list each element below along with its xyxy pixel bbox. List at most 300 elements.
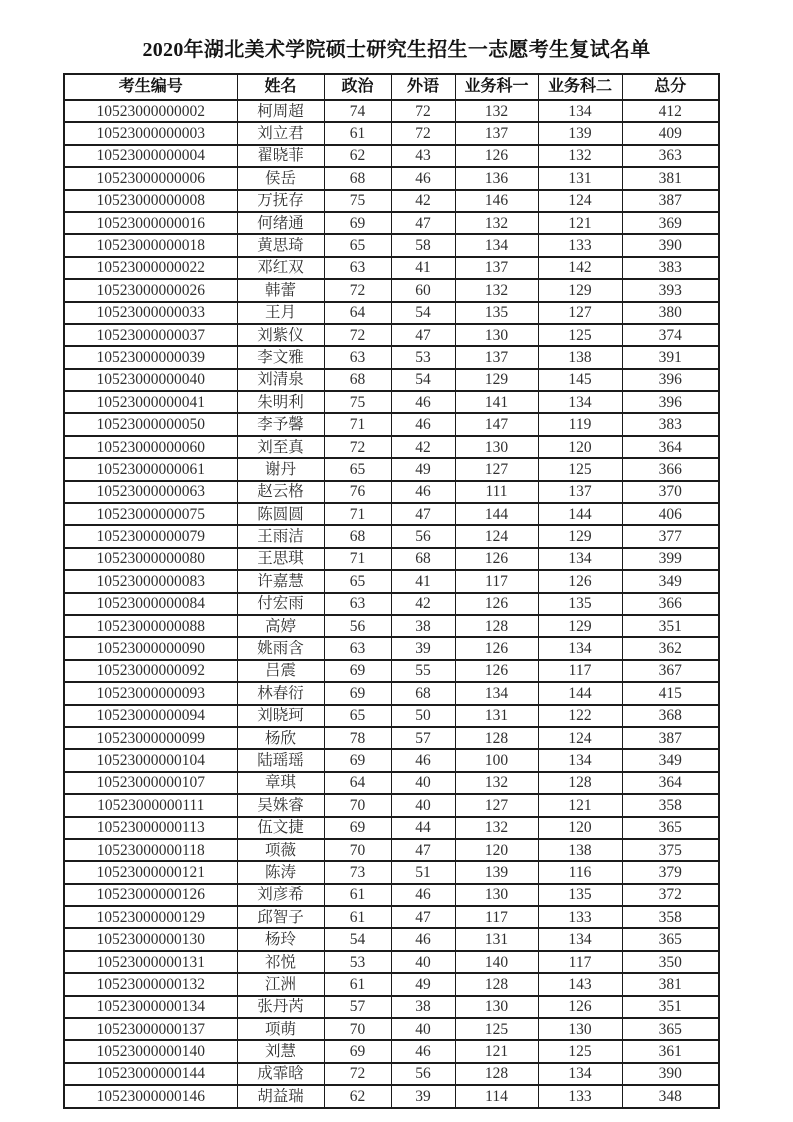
table-row <box>64 996 719 1018</box>
subject-one-cell: 136 <box>455 167 538 189</box>
subject-one-cell: 137 <box>455 122 538 144</box>
subject-one-cell: 137 <box>455 346 538 368</box>
total-score-cell: 415 <box>622 682 719 704</box>
table-row <box>64 369 719 391</box>
candidate-id-cell: 10523000000132 <box>64 973 237 995</box>
total-score-cell: 383 <box>622 413 719 435</box>
name-cell: 韩蕾 <box>237 279 324 301</box>
foreign-language-cell: 46 <box>391 884 455 906</box>
foreign-language-cell: 46 <box>391 391 455 413</box>
subject-two-cell: 144 <box>538 503 622 525</box>
total-score-cell: 364 <box>622 772 719 794</box>
foreign-language-cell: 57 <box>391 727 455 749</box>
politics-cell: 54 <box>324 928 391 950</box>
subject-two-cell: 133 <box>538 234 622 256</box>
foreign-language-cell: 47 <box>391 906 455 928</box>
table-row <box>64 839 719 861</box>
subject-two-cell: 139 <box>538 122 622 144</box>
foreign-language-cell: 56 <box>391 525 455 547</box>
candidate-id-cell: 10523000000040 <box>64 369 237 391</box>
total-score-cell: 358 <box>622 906 719 928</box>
table-row <box>64 100 719 122</box>
table-row <box>64 727 719 749</box>
candidate-id-cell: 10523000000080 <box>64 548 237 570</box>
name-cell: 杨欣 <box>237 727 324 749</box>
table-row <box>64 122 719 144</box>
total-score-cell: 366 <box>622 593 719 615</box>
subject-one-cell: 117 <box>455 906 538 928</box>
candidate-id-cell: 10523000000018 <box>64 234 237 256</box>
total-score-cell: 350 <box>622 951 719 973</box>
foreign-language-cell: 46 <box>391 481 455 503</box>
subject-two-cell: 128 <box>538 772 622 794</box>
subject-two-cell: 135 <box>538 884 622 906</box>
subject-two-cell: 133 <box>538 1085 622 1107</box>
total-score-cell: 349 <box>622 749 719 771</box>
name-cell: 江洲 <box>237 973 324 995</box>
subject-two-cell: 138 <box>538 346 622 368</box>
subject-one-cell: 141 <box>455 391 538 413</box>
header-row <box>64 74 719 100</box>
candidate-id-cell: 10523000000060 <box>64 436 237 458</box>
table-row <box>64 391 719 413</box>
politics-cell: 72 <box>324 1063 391 1085</box>
table-row <box>64 660 719 682</box>
candidate-id-cell: 10523000000061 <box>64 458 237 480</box>
table-row <box>64 167 719 189</box>
politics-cell: 61 <box>324 973 391 995</box>
table-header <box>64 74 719 100</box>
name-cell: 胡益瑞 <box>237 1085 324 1107</box>
total-score-cell: 367 <box>622 660 719 682</box>
subject-one-cell: 117 <box>455 570 538 592</box>
name-cell: 高婷 <box>237 615 324 637</box>
total-score-cell: 399 <box>622 548 719 570</box>
name-cell: 王月 <box>237 302 324 324</box>
candidate-id-cell: 10523000000092 <box>64 660 237 682</box>
table-row <box>64 436 719 458</box>
subject-one-cell: 130 <box>455 884 538 906</box>
politics-cell: 72 <box>324 324 391 346</box>
column-header-name: 姓名 <box>237 74 324 100</box>
candidate-id-cell: 10523000000041 <box>64 391 237 413</box>
name-cell: 刘彦希 <box>237 884 324 906</box>
foreign-language-cell: 50 <box>391 705 455 727</box>
candidate-id-cell: 10523000000093 <box>64 682 237 704</box>
candidate-id-cell: 10523000000094 <box>64 705 237 727</box>
table-body <box>64 100 719 1108</box>
foreign-language-cell: 46 <box>391 1040 455 1062</box>
total-score-cell: 368 <box>622 705 719 727</box>
subject-one-cell: 140 <box>455 951 538 973</box>
candidate-id-cell: 10523000000111 <box>64 794 237 816</box>
table-row <box>64 705 719 727</box>
candidate-id-cell: 10523000000002 <box>64 100 237 122</box>
column-header-subject-one: 业务科一 <box>455 74 538 100</box>
subject-one-cell: 135 <box>455 302 538 324</box>
candidate-id-cell: 10523000000084 <box>64 593 237 615</box>
subject-two-cell: 121 <box>538 212 622 234</box>
foreign-language-cell: 39 <box>391 1085 455 1107</box>
name-cell: 张丹芮 <box>237 996 324 1018</box>
foreign-language-cell: 56 <box>391 1063 455 1085</box>
candidate-id-cell: 10523000000090 <box>64 637 237 659</box>
foreign-language-cell: 47 <box>391 212 455 234</box>
subject-one-cell: 126 <box>455 660 538 682</box>
candidate-id-cell: 10523000000079 <box>64 525 237 547</box>
politics-cell: 75 <box>324 391 391 413</box>
total-score-cell: 361 <box>622 1040 719 1062</box>
subject-one-cell: 131 <box>455 928 538 950</box>
candidate-id-cell: 10523000000033 <box>64 302 237 324</box>
candidate-id-cell: 10523000000107 <box>64 772 237 794</box>
subject-one-cell: 132 <box>455 212 538 234</box>
subject-two-cell: 135 <box>538 593 622 615</box>
total-score-cell: 365 <box>622 817 719 839</box>
subject-one-cell: 128 <box>455 1063 538 1085</box>
name-cell: 林春衍 <box>237 682 324 704</box>
table-row <box>64 951 719 973</box>
subject-two-cell: 144 <box>538 682 622 704</box>
subject-two-cell: 119 <box>538 413 622 435</box>
subject-two-cell: 120 <box>538 436 622 458</box>
name-cell: 伍文捷 <box>237 817 324 839</box>
subject-one-cell: 100 <box>455 749 538 771</box>
subject-two-cell: 125 <box>538 324 622 346</box>
table-row <box>64 503 719 525</box>
total-score-cell: 390 <box>622 234 719 256</box>
foreign-language-cell: 40 <box>391 1018 455 1040</box>
candidate-id-cell: 10523000000088 <box>64 615 237 637</box>
total-score-cell: 363 <box>622 145 719 167</box>
foreign-language-cell: 53 <box>391 346 455 368</box>
table-row <box>64 749 719 771</box>
subject-two-cell: 130 <box>538 1018 622 1040</box>
foreign-language-cell: 72 <box>391 100 455 122</box>
name-cell: 付宏雨 <box>237 593 324 615</box>
name-cell: 刘至真 <box>237 436 324 458</box>
subject-two-cell: 117 <box>538 660 622 682</box>
candidate-id-cell: 10523000000026 <box>64 279 237 301</box>
table-row <box>64 682 719 704</box>
foreign-language-cell: 40 <box>391 772 455 794</box>
name-cell: 何绪通 <box>237 212 324 234</box>
candidate-id-cell: 10523000000050 <box>64 413 237 435</box>
candidate-id-cell: 10523000000008 <box>64 190 237 212</box>
table-row <box>64 1018 719 1040</box>
candidate-id-cell: 10523000000004 <box>64 145 237 167</box>
subject-one-cell: 114 <box>455 1085 538 1107</box>
table-row <box>64 346 719 368</box>
total-score-cell: 379 <box>622 861 719 883</box>
subject-two-cell: 129 <box>538 615 622 637</box>
candidate-id-cell: 10523000000083 <box>64 570 237 592</box>
foreign-language-cell: 49 <box>391 973 455 995</box>
table-row <box>64 570 719 592</box>
foreign-language-cell: 72 <box>391 122 455 144</box>
table-row <box>64 190 719 212</box>
subject-one-cell: 130 <box>455 324 538 346</box>
subject-two-cell: 134 <box>538 928 622 950</box>
candidate-id-cell: 10523000000099 <box>64 727 237 749</box>
table-row <box>64 906 719 928</box>
politics-cell: 62 <box>324 1085 391 1107</box>
candidate-id-cell: 10523000000129 <box>64 906 237 928</box>
foreign-language-cell: 47 <box>391 503 455 525</box>
politics-cell: 61 <box>324 884 391 906</box>
column-header-politics: 政治 <box>324 74 391 100</box>
candidate-id-cell: 10523000000006 <box>64 167 237 189</box>
name-cell: 朱明利 <box>237 391 324 413</box>
total-score-cell: 390 <box>622 1063 719 1085</box>
politics-cell: 69 <box>324 1040 391 1062</box>
table-row <box>64 145 719 167</box>
name-cell: 章琪 <box>237 772 324 794</box>
politics-cell: 65 <box>324 234 391 256</box>
total-score-cell: 387 <box>622 190 719 212</box>
total-score-cell: 383 <box>622 257 719 279</box>
subject-two-cell: 131 <box>538 167 622 189</box>
politics-cell: 64 <box>324 302 391 324</box>
name-cell: 项薇 <box>237 839 324 861</box>
subject-two-cell: 137 <box>538 481 622 503</box>
table-row <box>64 615 719 637</box>
subject-one-cell: 124 <box>455 525 538 547</box>
subject-one-cell: 128 <box>455 727 538 749</box>
candidate-id-cell: 10523000000134 <box>64 996 237 1018</box>
foreign-language-cell: 38 <box>391 615 455 637</box>
name-cell: 刘立君 <box>237 122 324 144</box>
candidate-id-cell: 10523000000144 <box>64 1063 237 1085</box>
candidate-id-cell: 10523000000140 <box>64 1040 237 1062</box>
candidate-id-cell: 10523000000131 <box>64 951 237 973</box>
politics-cell: 62 <box>324 145 391 167</box>
politics-cell: 70 <box>324 794 391 816</box>
foreign-language-cell: 38 <box>391 996 455 1018</box>
subject-one-cell: 144 <box>455 503 538 525</box>
candidate-id-cell: 10523000000016 <box>64 212 237 234</box>
total-score-cell: 377 <box>622 525 719 547</box>
politics-cell: 63 <box>324 593 391 615</box>
table-row <box>64 973 719 995</box>
subject-one-cell: 126 <box>455 593 538 615</box>
name-cell: 王雨洁 <box>237 525 324 547</box>
total-score-cell: 365 <box>622 928 719 950</box>
total-score-cell: 362 <box>622 637 719 659</box>
total-score-cell: 349 <box>622 570 719 592</box>
politics-cell: 71 <box>324 503 391 525</box>
politics-cell: 75 <box>324 190 391 212</box>
name-cell: 成霏晗 <box>237 1063 324 1085</box>
subject-two-cell: 143 <box>538 973 622 995</box>
candidate-id-cell: 10523000000113 <box>64 817 237 839</box>
subject-two-cell: 134 <box>538 1063 622 1085</box>
subject-one-cell: 126 <box>455 548 538 570</box>
foreign-language-cell: 41 <box>391 257 455 279</box>
subject-one-cell: 132 <box>455 100 538 122</box>
total-score-cell: 348 <box>622 1085 719 1107</box>
column-header-total-score: 总分 <box>622 74 719 100</box>
name-cell: 刘慧 <box>237 1040 324 1062</box>
total-score-cell: 381 <box>622 973 719 995</box>
foreign-language-cell: 40 <box>391 794 455 816</box>
politics-cell: 73 <box>324 861 391 883</box>
candidate-id-cell: 10523000000003 <box>64 122 237 144</box>
total-score-cell: 391 <box>622 346 719 368</box>
foreign-language-cell: 42 <box>391 190 455 212</box>
candidate-id-cell: 10523000000146 <box>64 1085 237 1107</box>
total-score-cell: 369 <box>622 212 719 234</box>
subject-two-cell: 121 <box>538 794 622 816</box>
subject-two-cell: 134 <box>538 749 622 771</box>
politics-cell: 64 <box>324 772 391 794</box>
subject-two-cell: 129 <box>538 279 622 301</box>
total-score-cell: 409 <box>622 122 719 144</box>
total-score-cell: 375 <box>622 839 719 861</box>
foreign-language-cell: 42 <box>391 593 455 615</box>
politics-cell: 69 <box>324 682 391 704</box>
subject-one-cell: 128 <box>455 973 538 995</box>
politics-cell: 65 <box>324 570 391 592</box>
candidate-id-cell: 10523000000137 <box>64 1018 237 1040</box>
table-row <box>64 794 719 816</box>
candidate-id-cell: 10523000000121 <box>64 861 237 883</box>
subject-one-cell: 125 <box>455 1018 538 1040</box>
name-cell: 赵云格 <box>237 481 324 503</box>
name-cell: 李文雅 <box>237 346 324 368</box>
candidate-id-cell: 10523000000130 <box>64 928 237 950</box>
subject-one-cell: 139 <box>455 861 538 883</box>
name-cell: 刘晓珂 <box>237 705 324 727</box>
name-cell: 吴姝睿 <box>237 794 324 816</box>
politics-cell: 71 <box>324 413 391 435</box>
table-row <box>64 324 719 346</box>
page-title: 2020年湖北美术学院硕士研究生招生一志愿考生复试名单 <box>142 39 651 61</box>
name-cell: 翟晓菲 <box>237 145 324 167</box>
column-header-subject-two: 业务科二 <box>538 74 622 100</box>
foreign-language-cell: 68 <box>391 548 455 570</box>
subject-two-cell: 134 <box>538 100 622 122</box>
subject-one-cell: 129 <box>455 369 538 391</box>
subject-one-cell: 130 <box>455 996 538 1018</box>
foreign-language-cell: 39 <box>391 637 455 659</box>
subject-two-cell: 125 <box>538 458 622 480</box>
name-cell: 陈涛 <box>237 861 324 883</box>
politics-cell: 70 <box>324 1018 391 1040</box>
name-cell: 柯周超 <box>237 100 324 122</box>
total-score-cell: 370 <box>622 481 719 503</box>
total-score-cell: 364 <box>622 436 719 458</box>
table-row <box>64 481 719 503</box>
subject-one-cell: 120 <box>455 839 538 861</box>
subject-two-cell: 134 <box>538 548 622 570</box>
subject-one-cell: 147 <box>455 413 538 435</box>
foreign-language-cell: 43 <box>391 145 455 167</box>
table-row <box>64 525 719 547</box>
score-table <box>63 73 720 1109</box>
total-score-cell: 374 <box>622 324 719 346</box>
politics-cell: 72 <box>324 279 391 301</box>
candidate-id-cell: 10523000000022 <box>64 257 237 279</box>
politics-cell: 68 <box>324 369 391 391</box>
politics-cell: 61 <box>324 122 391 144</box>
foreign-language-cell: 51 <box>391 861 455 883</box>
name-cell: 刘紫仪 <box>237 324 324 346</box>
candidate-id-cell: 10523000000037 <box>64 324 237 346</box>
foreign-language-cell: 46 <box>391 413 455 435</box>
foreign-language-cell: 47 <box>391 839 455 861</box>
subject-two-cell: 124 <box>538 190 622 212</box>
name-cell: 邓红双 <box>237 257 324 279</box>
politics-cell: 63 <box>324 346 391 368</box>
subject-one-cell: 128 <box>455 615 538 637</box>
foreign-language-cell: 44 <box>391 817 455 839</box>
foreign-language-cell: 46 <box>391 928 455 950</box>
subject-one-cell: 127 <box>455 794 538 816</box>
candidate-id-cell: 10523000000039 <box>64 346 237 368</box>
foreign-language-cell: 41 <box>391 570 455 592</box>
total-score-cell: 387 <box>622 727 719 749</box>
table-row <box>64 861 719 883</box>
subject-one-cell: 132 <box>455 772 538 794</box>
subject-two-cell: 134 <box>538 391 622 413</box>
name-cell: 黄思琦 <box>237 234 324 256</box>
politics-cell: 78 <box>324 727 391 749</box>
subject-two-cell: 145 <box>538 369 622 391</box>
subject-one-cell: 126 <box>455 145 538 167</box>
subject-one-cell: 132 <box>455 279 538 301</box>
foreign-language-cell: 47 <box>391 324 455 346</box>
subject-one-cell: 131 <box>455 705 538 727</box>
name-cell: 谢丹 <box>237 458 324 480</box>
total-score-cell: 351 <box>622 996 719 1018</box>
table-row <box>64 1085 719 1107</box>
candidate-id-cell: 10523000000063 <box>64 481 237 503</box>
total-score-cell: 366 <box>622 458 719 480</box>
name-cell: 刘清泉 <box>237 369 324 391</box>
subject-one-cell: 132 <box>455 817 538 839</box>
candidate-id-cell: 10523000000104 <box>64 749 237 771</box>
name-cell: 陆瑶瑶 <box>237 749 324 771</box>
subject-one-cell: 126 <box>455 637 538 659</box>
politics-cell: 72 <box>324 436 391 458</box>
table-row <box>64 548 719 570</box>
total-score-cell: 412 <box>622 100 719 122</box>
table-row <box>64 212 719 234</box>
name-cell: 侯岳 <box>237 167 324 189</box>
politics-cell: 68 <box>324 525 391 547</box>
subject-two-cell: 138 <box>538 839 622 861</box>
politics-cell: 70 <box>324 839 391 861</box>
subject-one-cell: 134 <box>455 234 538 256</box>
table-row <box>64 1040 719 1062</box>
total-score-cell: 358 <box>622 794 719 816</box>
table-row <box>64 1063 719 1085</box>
table-row <box>64 928 719 950</box>
politics-cell: 65 <box>324 458 391 480</box>
foreign-language-cell: 54 <box>391 302 455 324</box>
politics-cell: 69 <box>324 817 391 839</box>
table-row <box>64 817 719 839</box>
table-row <box>64 257 719 279</box>
total-score-cell: 396 <box>622 369 719 391</box>
subject-two-cell: 129 <box>538 525 622 547</box>
subject-two-cell: 117 <box>538 951 622 973</box>
foreign-language-cell: 46 <box>391 749 455 771</box>
subject-one-cell: 146 <box>455 190 538 212</box>
table-row <box>64 772 719 794</box>
name-cell: 许嘉慧 <box>237 570 324 592</box>
